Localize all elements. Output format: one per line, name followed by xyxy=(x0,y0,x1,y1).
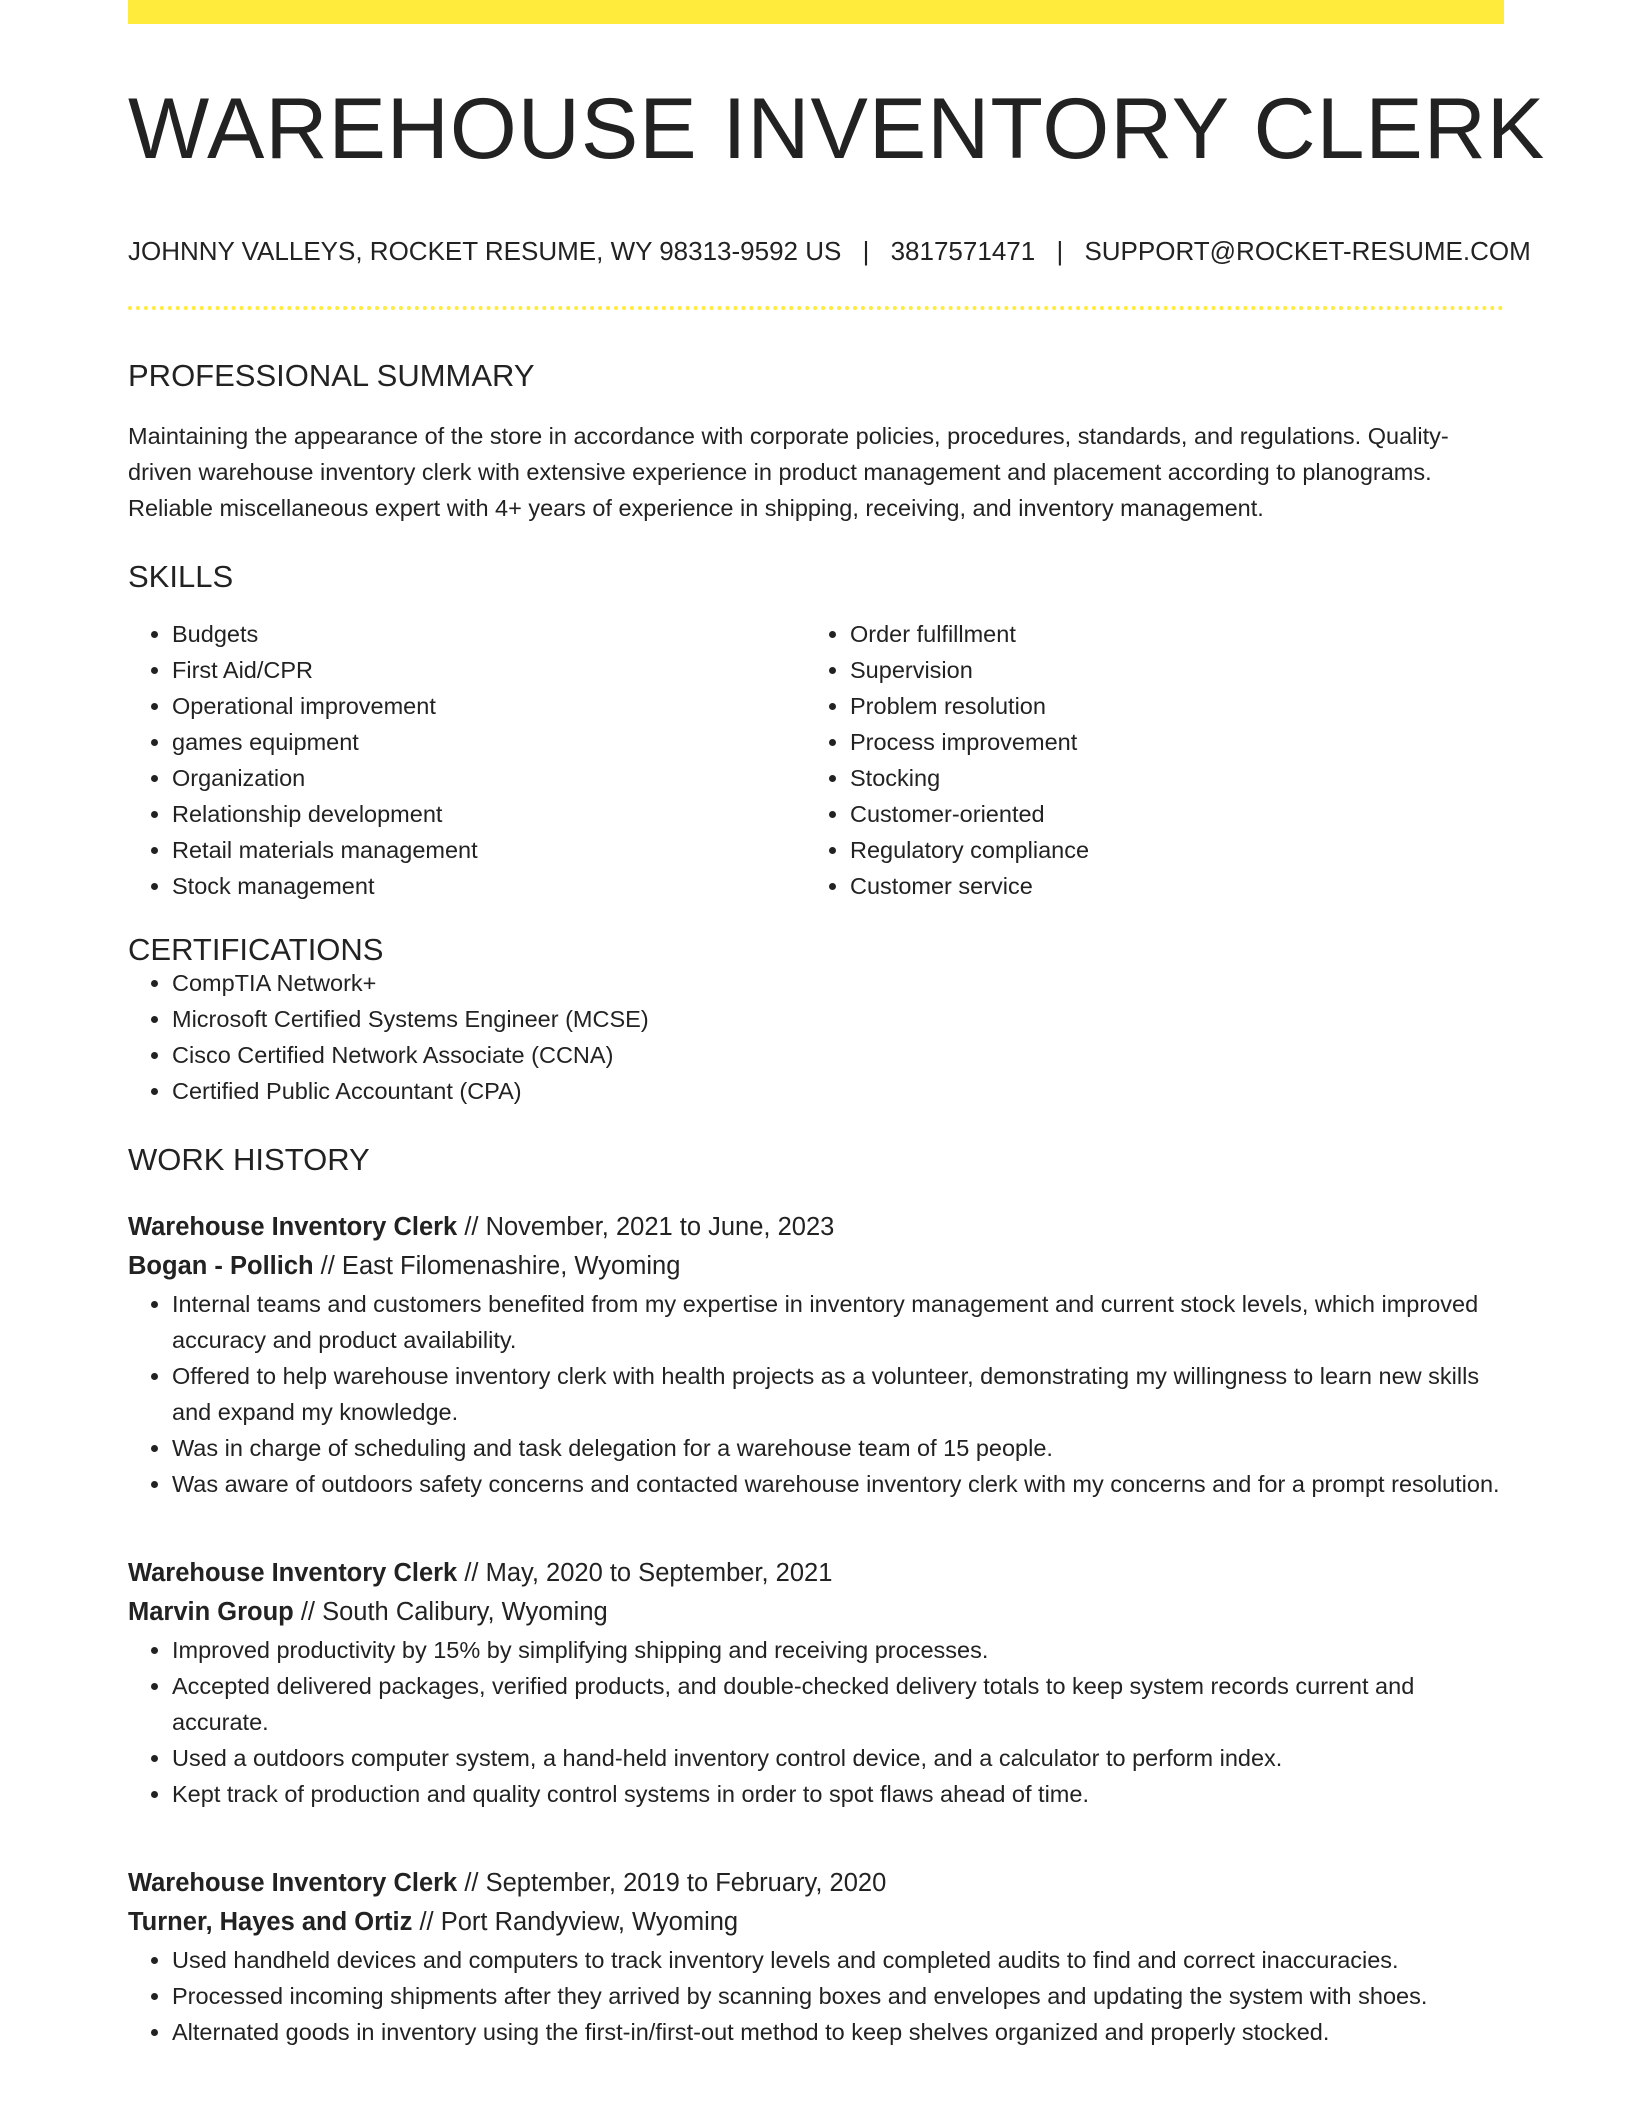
job-bullet-list xyxy=(128,1942,1504,2050)
job-bullet: • Was in charge of scheduling and task delegation for a warehouse team of 15 people. xyxy=(172,1430,1504,1466)
skill-item: • Retail materials management xyxy=(172,832,806,868)
job-company: Turner, Hayes and Ortiz xyxy=(128,1908,413,1936)
certification-item: • CompTIA Network+ xyxy=(172,965,1504,1001)
resume-page xyxy=(128,0,1546,2050)
job-dates: // November, 2021 to June, 2023 xyxy=(457,1213,835,1241)
contact-separator: | xyxy=(862,236,870,266)
job-role: Warehouse Inventory Clerk xyxy=(128,1869,458,1897)
certification-item: • Certified Public Accountant (CPA) xyxy=(172,1073,1504,1109)
job-bullet: • Used handheld devices and computers to track inventory levels and completed audits to find and correct inaccuracies. xyxy=(172,1942,1504,1978)
job-location: // Port Randyview, Wyoming xyxy=(412,1908,739,1936)
job-company-line xyxy=(128,1593,1504,1632)
job-location: // South Calibury, Wyoming xyxy=(293,1598,608,1626)
skills-list-right xyxy=(806,616,1484,904)
job-bullet: • Processed incoming shipments after they arrived by scanning boxes and envelopes and updating the system with shoes. xyxy=(172,1978,1504,2014)
skill-item: • Stock management xyxy=(172,868,806,904)
top-accent-bar xyxy=(128,0,1504,24)
dotted-divider xyxy=(128,306,1504,310)
skill-item: • Customer service xyxy=(850,868,1484,904)
contact-separator: | xyxy=(1056,236,1064,266)
job-dates: // September, 2019 to February, 2020 xyxy=(457,1869,887,1897)
job-entry xyxy=(128,1864,1504,2050)
skills-heading: SKILLS xyxy=(128,559,234,594)
skill-item: • Organization xyxy=(172,760,806,796)
job-bullet: • Was aware of outdoors safety concerns and contacted warehouse inventory clerk with my concerns and for a prompt resolution. xyxy=(172,1466,1504,1502)
skill-item: • games equipment xyxy=(172,724,806,760)
job-company-line xyxy=(128,1247,1504,1286)
skill-item: • Problem resolution xyxy=(850,688,1484,724)
job-role: Warehouse Inventory Clerk xyxy=(128,1559,458,1587)
contact-email: SUPPORT@ROCKET-RESUME.COM xyxy=(1084,236,1531,266)
skill-item: • First Aid/CPR xyxy=(172,652,806,688)
contact-line xyxy=(128,236,1531,266)
skills-list-left xyxy=(128,616,806,904)
work-history-heading: WORK HISTORY xyxy=(128,1142,370,1177)
job-bullet-list xyxy=(128,1632,1504,1812)
job-entry xyxy=(128,1208,1504,1502)
skill-item: • Process improvement xyxy=(850,724,1484,760)
job-company-line xyxy=(128,1903,1504,1942)
skill-item: • Supervision xyxy=(850,652,1484,688)
job-bullet: • Alternated goods in inventory using the first-in/first-out method to keep shelves organized and properly stocked. xyxy=(172,2014,1504,2050)
skill-item: • Operational improvement xyxy=(172,688,806,724)
job-bullet: • Used a outdoors computer system, a hand-held inventory control device, and a calculator to perform index. xyxy=(172,1740,1504,1776)
contact-phone: 3817571471 xyxy=(890,236,1036,266)
summary-heading: PROFESSIONAL SUMMARY xyxy=(128,358,535,393)
job-dates: // May, 2020 to September, 2021 xyxy=(457,1559,833,1587)
job-bullet: • Accepted delivered packages, verified products, and double-checked delivery totals to keep system records current and accurate. xyxy=(172,1668,1504,1740)
skill-item: • Customer-oriented xyxy=(850,796,1484,832)
job-role-line xyxy=(128,1554,1504,1593)
skill-item: • Relationship development xyxy=(172,796,806,832)
job-company: Marvin Group xyxy=(128,1598,294,1626)
skill-item: • Budgets xyxy=(172,616,806,652)
job-role-line xyxy=(128,1864,1504,1903)
certifications-heading: CERTIFICATIONS xyxy=(128,932,384,967)
job-bullet: • Improved productivity by 15% by simplifying shipping and receiving processes. xyxy=(172,1632,1504,1668)
skill-item: • Stocking xyxy=(850,760,1484,796)
summary-text: Maintaining the appearance of the store in accordance with corporate policies, procedures, standards, and regulations. Quality-driven warehouse inventory clerk with extensive experience in product management and placement according to planograms. Reliable miscellaneous expert with 4+ years of experience in shipping, receiving, and inventory management. xyxy=(128,423,1449,521)
job-company: Bogan - Pollich xyxy=(128,1252,314,1280)
job-bullet: • Kept track of production and quality control systems in order to spot flaws ahead of time. xyxy=(172,1776,1504,1812)
job-location: // East Filomenashire, Wyoming xyxy=(313,1252,681,1280)
job-bullet: • Internal teams and customers benefited from my expertise in inventory management and current stock levels, which improved accuracy and product availability. xyxy=(172,1286,1504,1358)
job-role-line xyxy=(128,1208,1504,1247)
job-bullet-list xyxy=(128,1286,1504,1502)
skills-columns xyxy=(128,616,1504,904)
job-bullet: • Offered to help warehouse inventory clerk with health projects as a volunteer, demonstrating my willingness to learn new skills and expand my knowledge. xyxy=(172,1358,1504,1430)
certifications-list xyxy=(128,965,1504,1109)
contact-address: JOHNNY VALLEYS, ROCKET RESUME, WY 98313-9592 US xyxy=(128,236,842,266)
certification-item: • Microsoft Certified Systems Engineer (MCSE) xyxy=(172,1001,1504,1037)
resume-title: WAREHOUSE INVENTORY CLERK xyxy=(128,81,1546,177)
job-role: Warehouse Inventory Clerk xyxy=(128,1213,458,1241)
skill-item: • Order fulfillment xyxy=(850,616,1484,652)
job-entry xyxy=(128,1554,1504,1812)
certification-item: • Cisco Certified Network Associate (CCNA) xyxy=(172,1037,1504,1073)
skills-column-left xyxy=(128,616,806,904)
skills-column-right xyxy=(806,616,1484,904)
skill-item: • Regulatory compliance xyxy=(850,832,1484,868)
